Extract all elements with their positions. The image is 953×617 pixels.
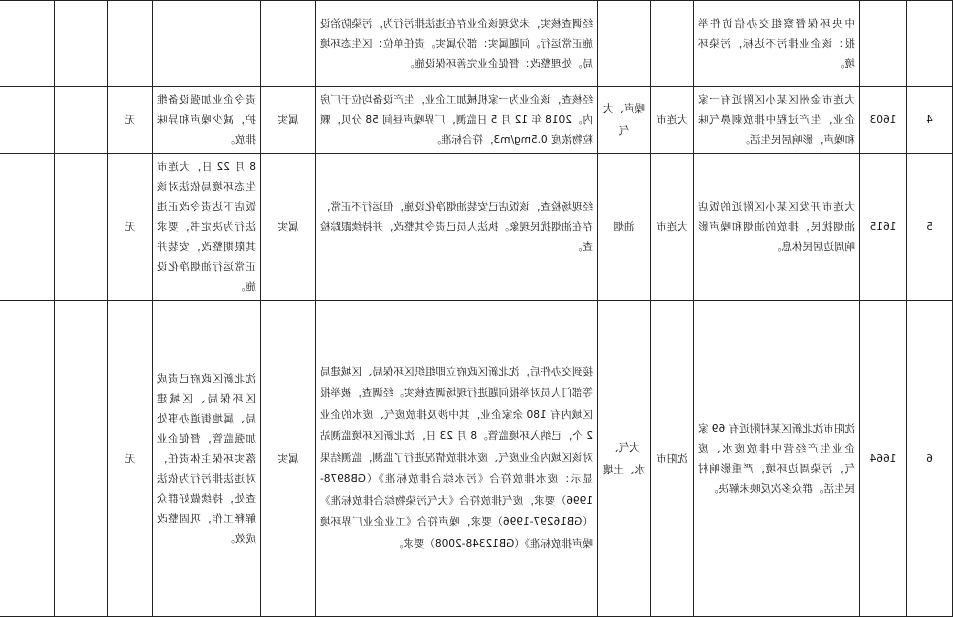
- pollution-type-cell: 噪声、大气: [598, 87, 651, 154]
- issue-cell: 大连市金州区某小区附近有一家企业，生产过程中排放刺鼻气味和噪声，影响居民生活。: [694, 87, 860, 154]
- remark-cell: [0, 301, 55, 617]
- handling-cell: 沈北新区政府已责成区环保局、区城建局、属地街道办事处加强监管，督促企业落实环保主体责任，对违法排污行为依法查处，持续做好群众解释工作，巩固整改成效。: [153, 301, 261, 617]
- row-number: [907, 1, 953, 87]
- finding-cell: 经核查，该企业为一家机械加工企业，生产设备均位于厂房内。2018 年 12 月 5 日监测，厂界噪声昼间 58 分贝，颗粒物浓度 0.5mg/m3，符合标准。: [316, 87, 598, 154]
- row-number: 6: [907, 301, 953, 617]
- pollution-type-cell: [598, 1, 651, 87]
- conclusion-cell: 属实: [261, 87, 316, 154]
- district-cell: [651, 1, 694, 87]
- accountability-cell: 无: [108, 154, 153, 301]
- unit-cell: [55, 154, 108, 301]
- case-code: [860, 1, 907, 87]
- conclusion-cell: 属实: [261, 154, 316, 301]
- district-cell: 大连市: [651, 87, 694, 154]
- remark-cell: [0, 154, 55, 301]
- table-row: [0, 301, 953, 617]
- issue-cell: 中央环保督察组交办信访件举报：该企业排污不达标，污染环境。: [694, 1, 860, 87]
- handling-cell: 8 月 22 日，大连市生态环境局依法对该饭店下达责令改正违法行为决定书，要求其限期整改，安装并正常运行油烟净化设施。: [153, 154, 261, 301]
- finding-cell: 接到交办件后，沈北新区政府立即组织区环保局、区城建局等部门人员对举报问题进行现场调查核实。经调查，被举报区域内有 180 余家企业，其中涉及排放废气、废水的企业 2 个，已纳入环境监管。8 月 23 日，沈北新区环境监测站对该区域内企业废气、废水排放情况进行了监测，监测结果显示：废水排放符合《污水综合排放标准》（GB8978-1996）要求，废气排放符合《大气污染物综合排放标准》（GB16297-1996）要求，噪声符合《工业企业厂界环境噪声排放标准》（GB12348-2008）要求。: [316, 301, 598, 617]
- pollution-type-cell: 大气、水、土壤: [598, 301, 651, 617]
- handling-cell: 责令企业加强设备维护，减少噪声和异味排放。: [153, 87, 261, 154]
- table-row: [0, 87, 953, 154]
- district-cell: 沈阳市: [651, 301, 694, 617]
- remark-cell: [0, 1, 55, 87]
- case-code: 1615: [860, 154, 907, 301]
- row-number: 4: [907, 87, 953, 154]
- remark-cell: [0, 87, 55, 154]
- issue-cell: 沈阳市沈北新区某村附近有 69 家企业生产经营中排放废水、废气，污染周边环境，严重影响村民生活。群众多次反映未解决。: [694, 301, 860, 617]
- conclusion-cell: 属实: [261, 301, 316, 617]
- finding-cell: 经调查核实，未发现该企业存在违法排污行为，污染防治设施正常运行。问题属实：部分属实。责任单位：区生态环境局。处理整改：督促企业完善环保设施。: [316, 1, 598, 87]
- accountability-cell: [108, 1, 153, 87]
- case-code: 1603: [860, 87, 907, 154]
- district-cell: 大连市: [651, 154, 694, 301]
- unit-cell: [55, 87, 108, 154]
- case-code: 1664: [860, 301, 907, 617]
- pollution-type-cell: 油烟: [598, 154, 651, 301]
- issue-cell: 大连市开发区某小区附近的饭店油烟扰民，排放的油烟和噪声影响周边居民休息。: [694, 154, 860, 301]
- unit-cell: [55, 1, 108, 87]
- handling-cell: [153, 1, 261, 87]
- finding-cell: 经现场检查，该饭店已安装油烟净化设施，但运行不正常，存在油烟扰民现象。执法人员已责令其整改，并持续跟踪检查。: [316, 154, 598, 301]
- conclusion-cell: [261, 1, 316, 87]
- accountability-cell: 无: [108, 301, 153, 617]
- table-row: [0, 154, 953, 301]
- accountability-cell: 无: [108, 87, 153, 154]
- table-row: [0, 1, 953, 87]
- row-number: 5: [907, 154, 953, 301]
- unit-cell: [55, 301, 108, 617]
